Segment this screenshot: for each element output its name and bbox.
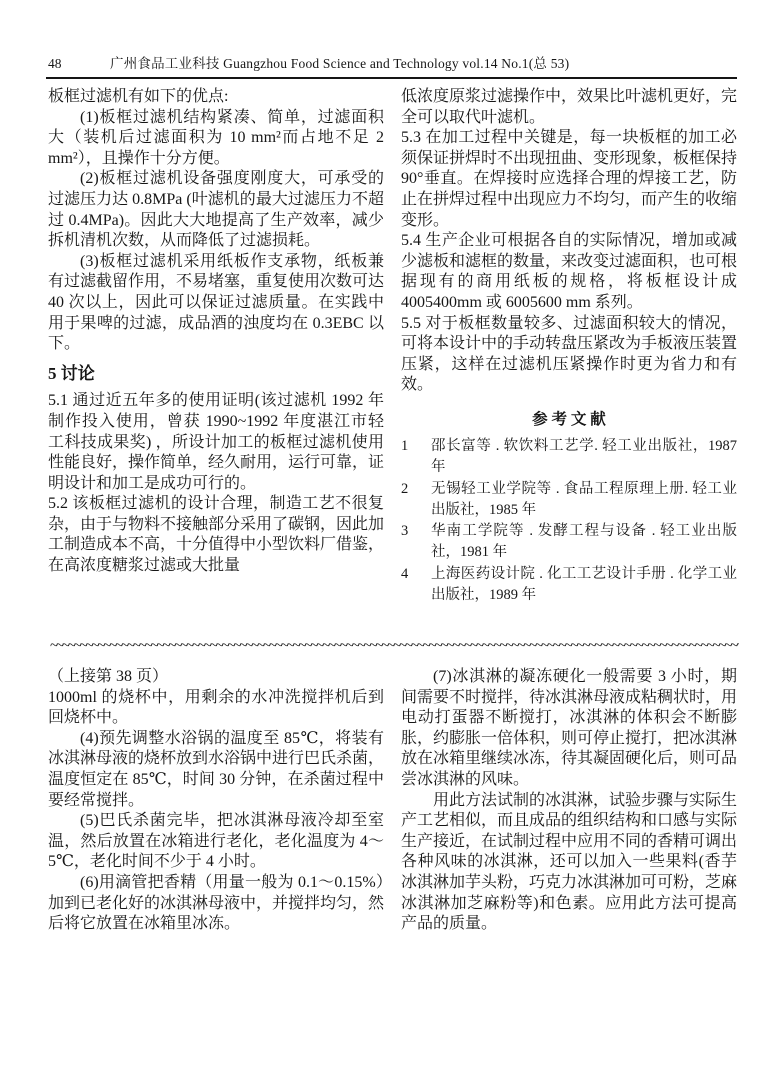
paragraph: 5.1 通过近五年多的使用证明(该过滤机 1992 年制作投入使用，曾获 1990~1992 年度湛江市轻工科技成果奖) ，所设计加工的板框过滤机使用性能良好，操作简单，经久耐用，运行可靠，证明设计和加工是成功可行的。 — [48, 392, 385, 492]
article-top — [0, 79, 777, 629]
top-left-column — [48, 87, 384, 629]
paragraph: (1)板框过滤机结构紧凑、简单，过滤面积大（装机后过滤面积为 10 mm²而占地不足 2 mm²），且操作十分方便。 — [48, 108, 384, 167]
bottom-left-column — [48, 667, 384, 935]
references-list — [401, 436, 737, 606]
reference-number: 1 — [401, 437, 409, 454]
reference-item — [401, 436, 737, 479]
paragraph: (7)冰淇淋的凝冻硬化一般需要 3 小时，期间需要不时搅拌，待冰淇淋母液成粘稠状时，用电动打蛋器不断搅打，冰淇淋的体积会不断膨胀，约膨胀一倍体积，则可停止搅打，把冰淇淋放在冰箱里继续冰冻，待其凝固硬化后，则可品尝冰淇淋的风味。 — [401, 668, 738, 788]
paragraph: 5 讨论 — [48, 363, 95, 383]
article-continuation — [0, 659, 777, 935]
paragraph: 5.2 该板框过滤机的设计合理，制造工艺不很复杂，由于与物料不接触部分采用了碳钢，因此加工制造成本不高，十分值得中小型饮料厂借鉴，在高浓度糖浆过滤或大批量 — [48, 495, 385, 575]
paragraph: 5.3 在加工过程中关键是，每一块板框的加工必须保证拼焊时不出现扭曲、变形现象，板框保持 90°垂直。在焊接时应选择合理的焊接工艺，防止在拼焊过程中出现应力不均匀，而产生的收缩变形。 — [401, 129, 738, 229]
paragraph: 板框过滤机有如下的优点: — [48, 88, 229, 105]
reference-text: 上海医药设计院 . 化工工艺设计手册 . 化学工业出版社，1989 年 — [431, 565, 737, 603]
paragraph: 低浓度原浆过滤操作中，效果比叶滤机更好，完全可以取代叶滤机。 — [401, 88, 738, 126]
paragraph: (3)板框过滤机采用纸板作支承物，纸板兼有过滤截留作用，不易堵塞，重复使用次数可达 40 次以上，因此可以保证过滤质量。在实践中用于果啤的过滤，成品酒的浊度均在 0.3EBC 以下。 — [48, 252, 385, 353]
paragraph: (2)板框过滤机设备强度刚度大，可承受的过滤压力达 0.8MPa (叶滤机的最大过滤压力不超过 0.4MPa)。因此大大地提高了生产效率，减少拆机清机次数，从而降低了过滤损耗。 — [48, 170, 384, 250]
journal-title: 广州食品工业科技 Guangzhou Food Science and Technology vol.14 No.1(总 53) — [110, 56, 570, 71]
reference-text: 华南工学院等 . 发酵工程与设备 . 轻工业出版社，1981 年 — [431, 523, 737, 561]
reference-text: 邵长富等 . 软饮料工艺学. 轻工业出版社，1987 年 — [431, 437, 737, 476]
page-number: 48 — [48, 56, 62, 71]
top-right-column — [401, 87, 737, 629]
reference-text: 无锡轻工业学院等 . 食品工程原理上册. 轻工业出版社，1985 年 — [431, 480, 737, 518]
reference-number: 3 — [401, 523, 409, 540]
top-right-paragraphs — [401, 87, 737, 396]
paragraph: 5.5 对于板框数量较多、过滤面积较大的情况，可将本设计中的手动转盘压紧改为手板液压装置压紧，这样在过滤机压紧操作时更为省力和有效。 — [401, 314, 738, 394]
bottom-right-column — [401, 667, 737, 935]
references-heading: 参 考 文 献 — [532, 410, 606, 428]
paragraph: 5.4 生产企业可根据各自的实际情况，增加或减少滤板和滤框的数量，来改变过滤面积，也可根据现有的商用纸板的规格，将板框设计成 4005400mm 或 6005600 mm 系列。 — [401, 232, 738, 311]
paragraph: (4)预先调整水浴锅的温度至 85℃，将装有冰淇淋母液的烧杯放到水浴锅中进行巴氏杀菌，温度恒定在 85℃，时间 30 分钟，在杀菌过程中要经常搅拌。 — [48, 729, 385, 809]
paragraph: （上接第 38 页） — [48, 668, 169, 685]
paragraph: (6)用滴管把香精（用量一般为 0.1～0.15%）加到已老化好的冰淇淋母液中，并搅拌均匀，然后将它放置在冰箱里冰冻。 — [48, 873, 385, 933]
page-header — [0, 0, 777, 72]
wavy-divider — [50, 641, 739, 653]
reference-number: 2 — [401, 480, 409, 497]
reference-item — [401, 564, 737, 607]
paragraph: (5)巴氏杀菌完毕，把冰淇淋母液冷却至室温，然后放置在冰箱进行老化，老化温度为 4～5℃，老化时间不少于 4 小时。 — [48, 812, 384, 871]
paragraph: 1000ml 的烧杯中，用剩余的水冲洗搅拌机后到回烧杯中。 — [48, 688, 384, 727]
paragraph: 用此方法试制的冰淇淋，试验步骤与实际生产工艺相似，而且成品的组织结构和口感与实际生产接近，在试制过程中应用不同的香精可调出各种风味的冰淇淋，还可以加入一些果料(香芋冰淇淋加芋头粉，巧克力冰淇淋加可可粉，芝麻冰淇淋加芝麻粉等)和色素。应用此方法可提高产品的质量。 — [401, 791, 738, 933]
reference-item — [401, 521, 737, 564]
reference-number: 4 — [401, 565, 409, 582]
reference-item — [401, 479, 737, 522]
